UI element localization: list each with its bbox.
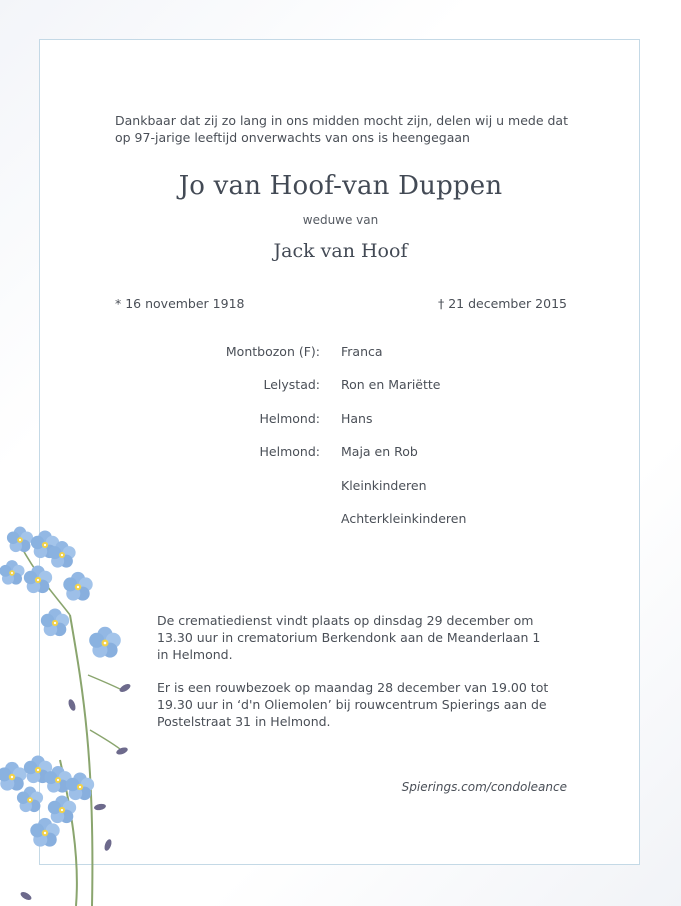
visit-line: Er is een rouwbezoek op maandag 28 december van 19.00 tot (157, 680, 549, 695)
family-row (150, 377, 490, 410)
family-place: Montbozon (F): (225, 344, 320, 359)
family-list (150, 344, 490, 544)
cremation-line: 13.30 uur in crematorium Berkendonk aan de Meanderlaan 1 (157, 630, 541, 645)
family-row (150, 511, 490, 544)
visit-line: 19.30 uur in ‘d'n Oliemolen’ bij rouwcentrum Spierings aan de (157, 697, 547, 712)
cremation-line: De crematiedienst vindt plaats op dinsdag 29 december om (157, 613, 534, 628)
family-names: Hans (341, 410, 373, 426)
family-names: Achterkleinkinderen (341, 510, 467, 526)
death-date: † 21 december 2015 (437, 296, 567, 311)
family-names: Ron en Mariëtte (341, 377, 441, 393)
cremation-notice (157, 612, 557, 663)
family-row (150, 444, 490, 477)
intro-line-2: op 97-jarige leeftijd onverwachts van ons is heengegaan (115, 130, 470, 145)
deceased-name: Jo van Hoof-van Duppen (178, 171, 503, 201)
family-place: Lelystad: (263, 377, 320, 393)
condolence-website-link[interactable]: Spierings.com/condoleance (401, 780, 567, 794)
birth-date: * 16 november 1918 (115, 296, 245, 311)
family-names: Kleinkinderen (341, 477, 427, 493)
family-row (150, 411, 490, 444)
intro-line-1: Dankbaar dat zij zo lang in ons midden mocht zijn, delen wij u mede dat (115, 113, 568, 128)
family-row (150, 344, 490, 377)
intro-text (115, 112, 575, 146)
family-names: Maja en Rob (341, 444, 418, 460)
relation-text: weduwe van (302, 213, 379, 227)
family-place: Helmond: (259, 444, 320, 460)
forget-me-not-flowers-icon (0, 515, 150, 906)
family-row (150, 478, 490, 511)
cremation-line: in Helmond. (157, 647, 233, 662)
visit-line: Postelstraat 31 in Helmond. (157, 714, 331, 729)
family-names: Franca (341, 344, 383, 359)
spouse-name: Jack van Hoof (273, 240, 408, 262)
visit-notice (157, 679, 557, 730)
family-place: Helmond: (259, 410, 320, 426)
